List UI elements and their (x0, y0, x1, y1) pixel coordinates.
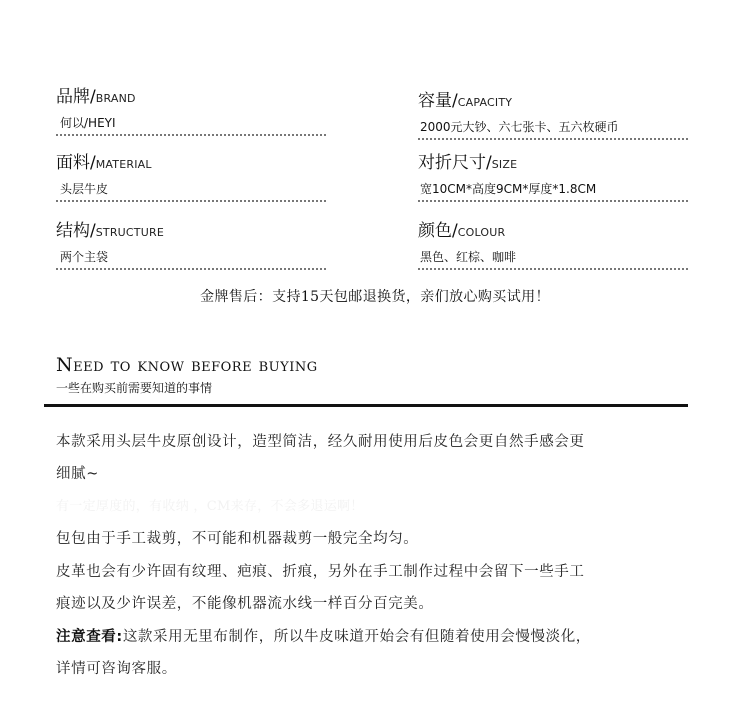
spec-structure-label (56, 216, 164, 241)
dotted-divider (56, 200, 326, 202)
care-note-text: 这款采用无里布制作，所以牛皮味道开始会有但随着使用会慢慢淡化， (122, 629, 591, 645)
spec-structure-value: 两个主袋 (60, 250, 109, 264)
dotted-divider (56, 268, 326, 270)
section-subtitle: 一些在购买前需要知道的事情 (56, 381, 213, 395)
spec-label-zh: 对折尺寸/ (418, 153, 492, 173)
description-line: 皮革也会有少许固有纹理、疤痕、折痕，另外在手工制作过程中会留下一些手工 (56, 564, 585, 580)
spec-label-zh: 结构/ (56, 221, 96, 241)
spec-brand-label (56, 82, 136, 107)
dotted-divider (418, 200, 688, 202)
spec-label-zh: 面料/ (56, 153, 96, 173)
spec-capacity-label (418, 86, 512, 111)
dotted-divider (418, 268, 688, 270)
spec-label-en: MATERIAL (95, 158, 152, 171)
spec-label-en: CAPACITY (457, 96, 513, 109)
spec-label-zh: 容量/ (418, 91, 458, 111)
care-note (56, 625, 696, 646)
after-sales-notice: 金牌售后：支持15天包邮退换货，亲们放心购买试用！ (200, 289, 550, 305)
section-title: Need to know before buying (56, 354, 318, 376)
spec-label-en: STRUCTURE (95, 226, 164, 239)
description-line: 包包由于手工裁剪，不可能和机器裁剪一般完全均匀。 (56, 531, 419, 547)
spec-label-zh: 颜色/ (418, 221, 458, 241)
spec-capacity-value: 2000元大钞、六七张卡、五六枚硬币 (420, 120, 619, 134)
description-line: 详情可咨询客服。 (56, 661, 177, 677)
spec-material-label (56, 148, 152, 173)
spec-colour-label (418, 216, 505, 241)
spec-material-value: 头层牛皮 (60, 182, 109, 196)
care-note-label: 注意查看: (56, 629, 123, 645)
faded-description-line: 有一定厚度的，有收纳 ，CM来存，不会多退运啊！ (56, 499, 364, 514)
spec-colour-value: 黑色、红棕、咖啡 (420, 250, 517, 264)
spec-brand-value: 何以/HEYI (60, 116, 116, 130)
spec-label-en: COLOUR (457, 226, 506, 239)
spec-label-zh: 品牌/ (56, 87, 96, 107)
description-line: 细腻~ (56, 466, 99, 482)
dotted-divider (418, 138, 688, 140)
description-line: 本款采用头层牛皮原创设计，造型简洁，经久耐用使用后皮色会更自然手感会更 (56, 434, 585, 450)
spec-size-label (418, 148, 517, 173)
spec-label-en: SIZE (491, 158, 518, 171)
description-line: 痕迹以及少许误差，不能像机器流水线一样百分百完美。 (56, 596, 434, 612)
spec-size-value: 宽10CM*高度9CM*厚度*1.8CM (420, 182, 597, 196)
spec-label-en: BRAND (95, 92, 136, 105)
section-divider (44, 404, 688, 407)
dotted-divider (56, 134, 326, 136)
